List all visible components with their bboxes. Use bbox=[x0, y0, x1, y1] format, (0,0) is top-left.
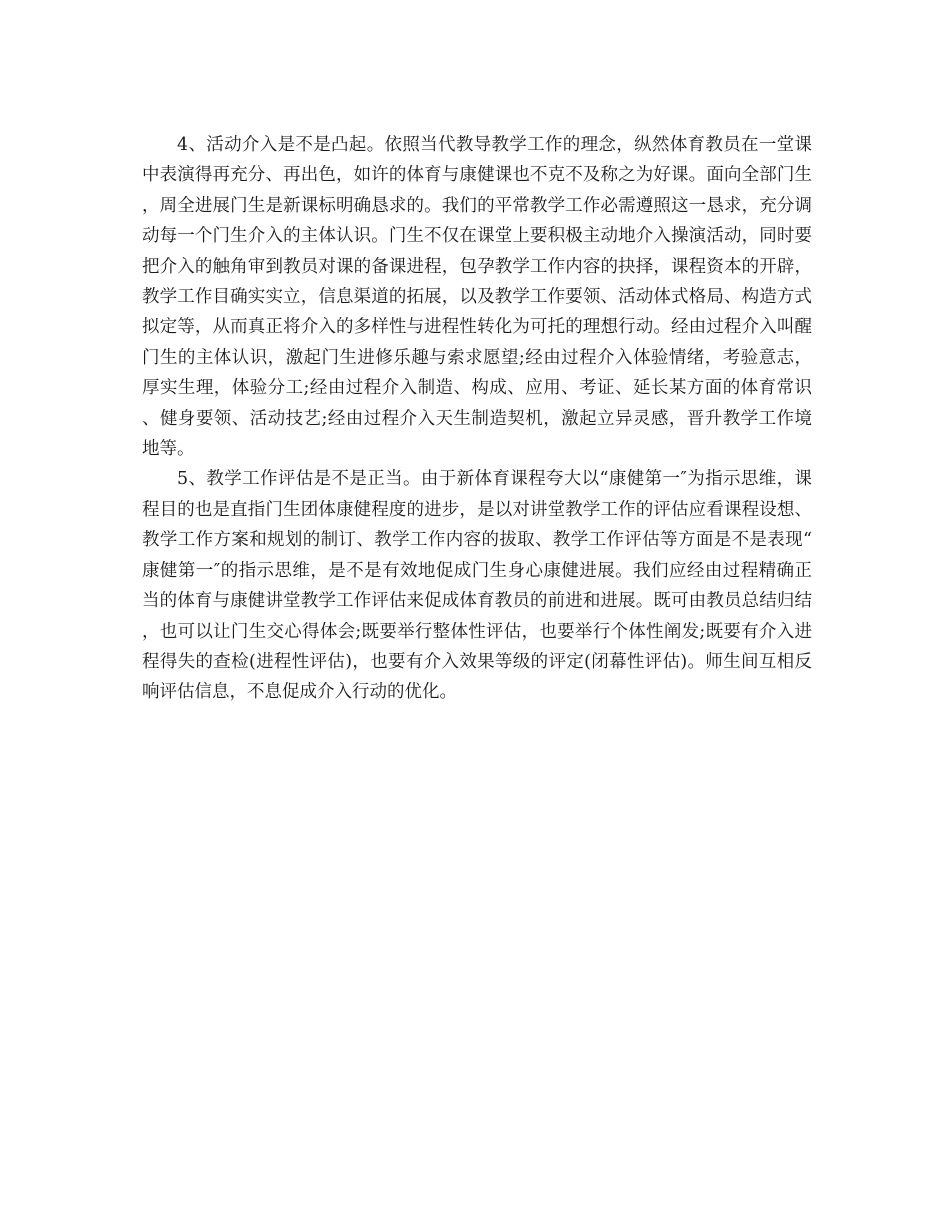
document-body bbox=[142, 130, 812, 708]
paragraph-item-5: 5、教学工作评估是不是正当。由于新体育课程夸大以“康健第一″为指示思维，课程目的也是直指门生团体康健程度的进步，是以对讲堂教学工作的评估应看课程设想、教学工作方案和规划的制订、教学工作内容的拔取、教学工作评估等方面是不是表现“康健第一″的指示思维，是不是有效地促成门生身心康健进展。我们应经由过程精确正当的体育与康健讲堂教学工作评估来促成体育教员的前进和进展。既可由教员总结归结，也可以让门生交心得体会;既要举行整体性评估，也要举行个体性阐发;既要有介入进程得失的查检(进程性评估)，也要有介入效果等级的评定(闭幕性评估)。师生间互相反响评估信息，不息促成介入行动的优化。 bbox=[142, 469, 812, 703]
paragraph-item-4: 4、活动介入是不是凸起。依照当代教导教学工作的理念，纵然体育教员在一堂课中表演得再充分、再出色，如许的体育与康健课也不克不及称之为好课。面向全部门生，周全进展门生是新课标明确恳求的。我们的平常教学工作必需遵照这一恳求，充分调动每一个门生介入的主体认识。门生不仅在课堂上要积极主动地介入操演活动，同时要把介入的触角审到教员对课的备课进程，包孕教学工作内容的抉择，课程资本的开辟，教学工作目确实实立，信息渠道的拓展，以及教学工作要领、活动体式格局、构造方式拟定等，从而真正将介入的多样性与进程性转化为可托的理想行动。经由过程介入叫醒门生的主体认识，激起门生进修乐趣与索求愿望;经由过程介入体验情绪，考验意志，厚实生理，体验分工;经由过程介入制造、构成、应用、考证、延长某方面的体育常识、健身要领、活动技艺;经由过程介入天生制造契机，激起立异灵感，晋升教学工作境地等。 bbox=[142, 135, 812, 460]
